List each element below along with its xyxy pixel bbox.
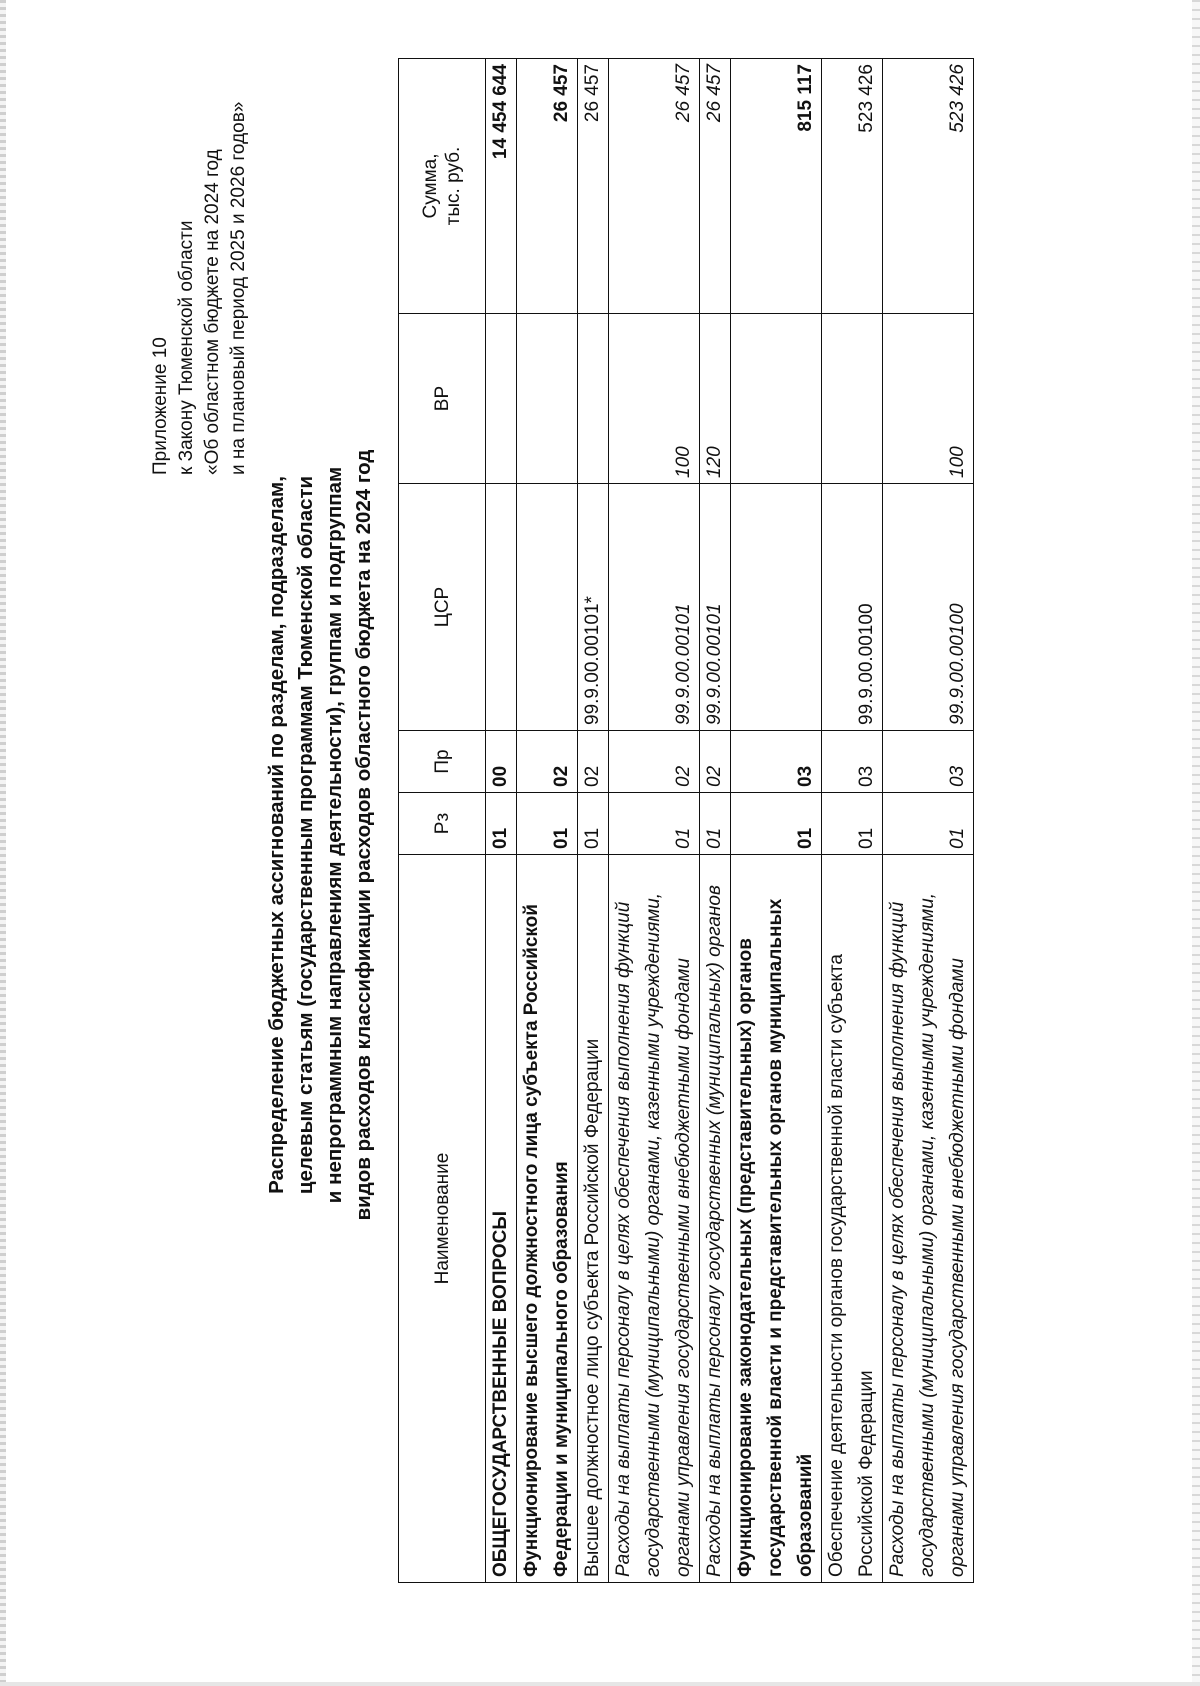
- cell-name: ОБЩЕГОСУДАРСТВЕННЫЕ ВОПРОСЫ: [486, 855, 517, 1583]
- table-row: [578, 59, 609, 1583]
- header-sum-line2: тыс. руб.: [443, 146, 464, 226]
- cell-pr: 02: [700, 731, 731, 793]
- title-line: целевым статьям (государственным программам Тюменской области: [294, 475, 317, 1195]
- cell-name: Расходы на выплаты персоналу в целях обеспечения выполнения функций государственными (муниципальными) органами, казенными учреждениями, органами управления государственными внебюджетными фондами: [609, 855, 700, 1583]
- cell-sum: 14 454 644: [486, 59, 517, 314]
- cell-sum: 523 426: [822, 59, 883, 314]
- cell-csr: 99.9.00.00100: [883, 484, 974, 731]
- cell-pr: 02: [517, 731, 578, 793]
- budget-table: [398, 58, 974, 1583]
- cell-csr: 99.9.00.00101: [700, 484, 731, 731]
- cell-vr: 120: [700, 314, 731, 484]
- table-row: [609, 59, 700, 1583]
- appendix-line: Приложение 10: [150, 337, 171, 475]
- cell-rz: 01: [822, 793, 883, 855]
- cell-csr: 99.9.00.00101: [609, 484, 700, 731]
- cell-vr: [822, 314, 883, 484]
- title-line: и непрограммным направлениям деятельности), группам и подгруппам: [323, 466, 346, 1204]
- cell-vr: [731, 314, 822, 484]
- cell-pr: 03: [731, 731, 822, 793]
- appendix-line: к Закону Тюменской области: [176, 220, 197, 475]
- cell-csr: [517, 484, 578, 731]
- cell-vr: 100: [883, 314, 974, 484]
- cell-sum: 26 457: [609, 59, 700, 314]
- cell-rz: 01: [731, 793, 822, 855]
- cell-vr: [486, 314, 517, 484]
- cell-vr: [578, 314, 609, 484]
- cell-pr: 03: [822, 731, 883, 793]
- cell-vr: [517, 314, 578, 484]
- cell-rz: 01: [883, 793, 974, 855]
- table-row: [822, 59, 883, 1583]
- cell-pr: 00: [486, 731, 517, 793]
- cell-sum: 523 426: [883, 59, 974, 314]
- cell-vr: 100: [609, 314, 700, 484]
- cell-rz: 01: [609, 793, 700, 855]
- header-rz: Рз: [399, 793, 486, 855]
- cell-pr: 02: [578, 731, 609, 793]
- document-title: [262, 305, 378, 1365]
- table-row: [883, 59, 974, 1583]
- cell-sum: 26 457: [578, 59, 609, 314]
- scan-edge-bottom: [0, 1682, 1200, 1686]
- cell-name: Функционирование высшего должностного лица субъекта Российской Федерации и муниципального образования: [517, 855, 578, 1583]
- header-sum: [399, 59, 486, 314]
- cell-name: Обеспечение деятельности органов государственной власти субъекта Российской Федерации: [822, 855, 883, 1583]
- appendix-note: [148, 55, 252, 475]
- header-pr: Пр: [399, 731, 486, 793]
- cell-rz: 01: [700, 793, 731, 855]
- cell-name: Функционирование законодательных (представительных) органов государственной власти и представительных органов муниципальных образований: [731, 855, 822, 1583]
- cell-csr: [486, 484, 517, 731]
- cell-csr: [731, 484, 822, 731]
- table-header-row: [399, 59, 486, 1583]
- table-row: [731, 59, 822, 1583]
- cell-sum: 815 117: [731, 59, 822, 314]
- header-sum-line1: Сумма,: [420, 153, 441, 219]
- table-row: [700, 59, 731, 1583]
- header-csr: ЦСР: [399, 484, 486, 731]
- cell-name: Высшее должностное лицо субъекта Российской Федерации: [578, 855, 609, 1583]
- cell-csr: 99.9.00.00101*: [578, 484, 609, 731]
- cell-sum: 26 457: [700, 59, 731, 314]
- appendix-line: «Об областном бюджете на 2024 год: [202, 149, 223, 475]
- header-vr: ВР: [399, 314, 486, 484]
- table-row: [486, 59, 517, 1583]
- rotated-page: [148, 35, 1200, 1635]
- cell-rz: 01: [517, 793, 578, 855]
- cell-rz: 01: [486, 793, 517, 855]
- cell-rz: 01: [578, 793, 609, 855]
- title-line: Распределение бюджетных ассигнований по разделам, подразделам,: [265, 476, 288, 1194]
- table-row: [517, 59, 578, 1583]
- cell-pr: 03: [883, 731, 974, 793]
- cell-name: Расходы на выплаты персоналу государственных (муниципальных) органов: [700, 855, 731, 1583]
- title-line: видов расходов классификации расходов областного бюджета на 2024 год: [352, 449, 375, 1221]
- cell-name: Расходы на выплаты персоналу в целях обеспечения выполнения функций государственными (муниципальными) органами, казенными учреждениями, органами управления государственными внебюджетными фондами: [883, 855, 974, 1583]
- scan-edge-left: [0, 0, 6, 1686]
- appendix-line: и на плановый период 2025 и 2026 годов»: [228, 101, 249, 475]
- header-name: Наименование: [399, 855, 486, 1583]
- cell-csr: 99.9.00.00100: [822, 484, 883, 731]
- cell-sum: 26 457: [517, 59, 578, 314]
- cell-pr: 02: [609, 731, 700, 793]
